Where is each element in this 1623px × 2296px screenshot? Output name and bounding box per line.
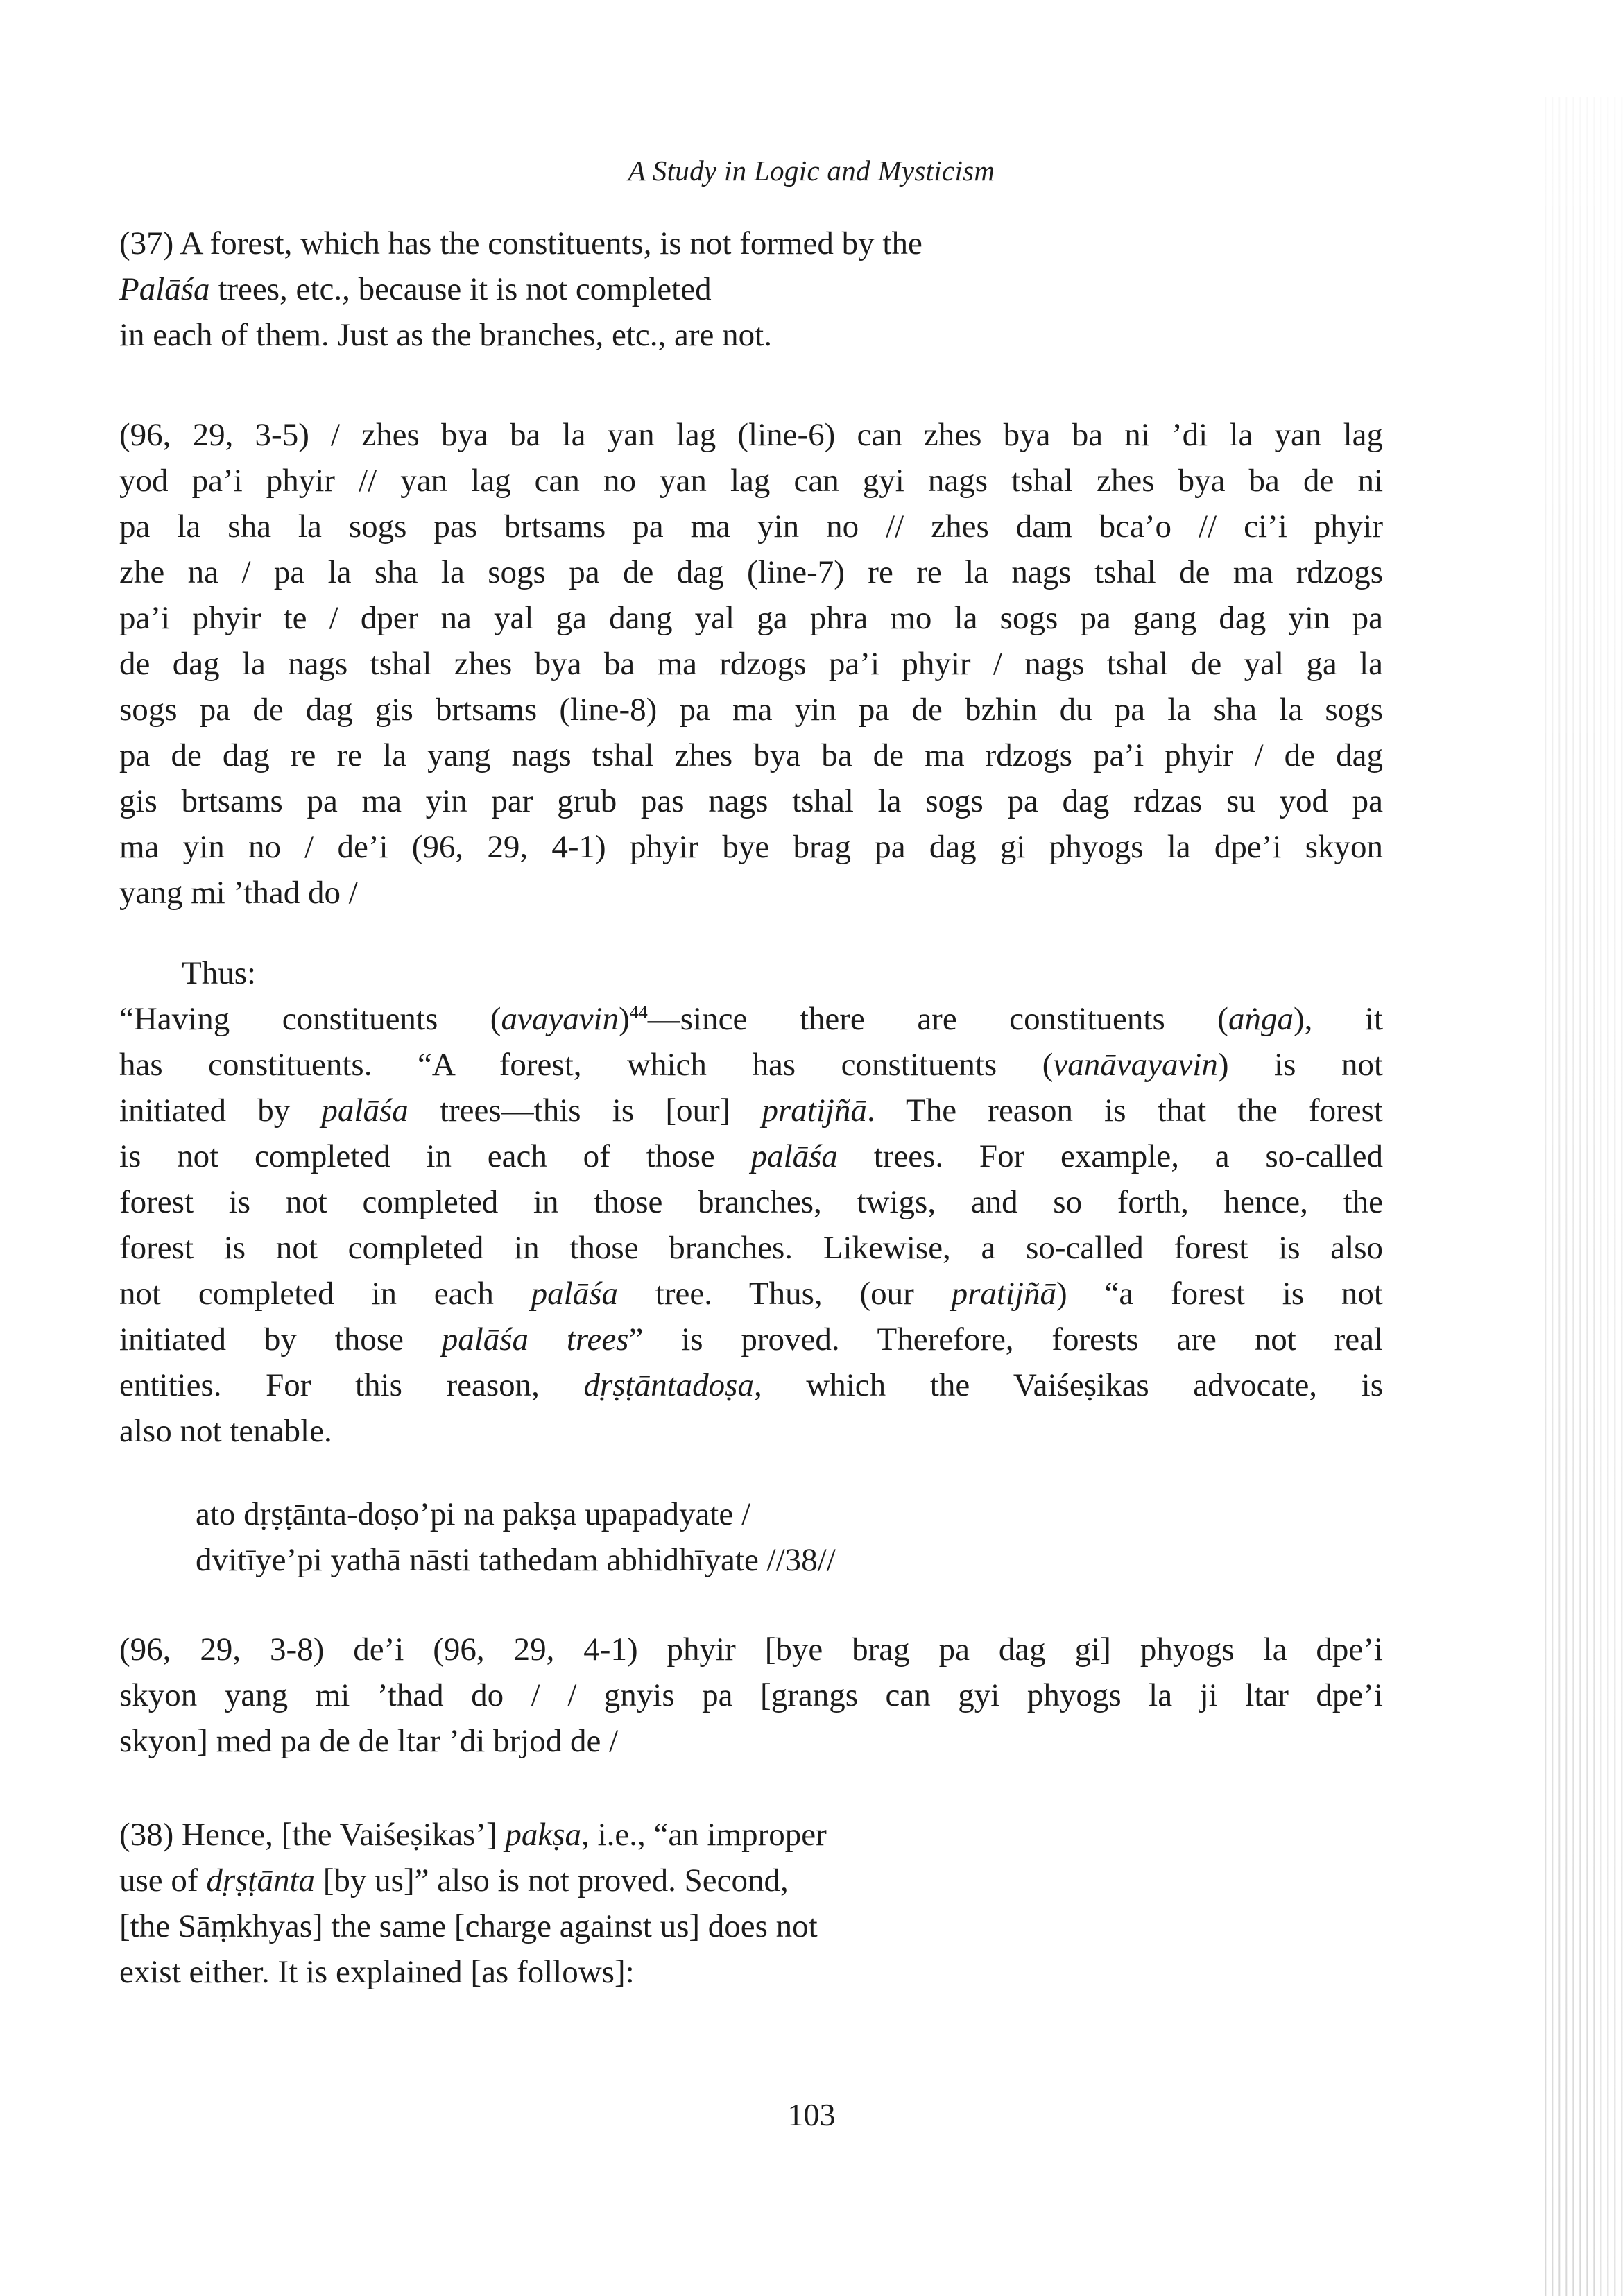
text-run: tree. Thus, (our — [618, 1276, 952, 1312]
text-line: ato dṛṣṭānta-doṣo’pi na pakṣa upapadyate / — [196, 1496, 751, 1532]
text-line: in each of them. Just as the branches, etc., are not. — [119, 317, 772, 353]
italic-term: dṛṣṭāntadoṣa — [583, 1367, 754, 1403]
text-run: trees—this is [our] — [408, 1093, 762, 1129]
running-head: A Study in Logic and Mysticism — [628, 155, 995, 187]
italic-term: palāśa — [321, 1093, 409, 1129]
text-line: yod pa’i phyir // yan lag can no yan lag can gyi nags tshal zhes bya ba de ni — [119, 463, 1383, 499]
commentary-paragraph — [119, 996, 1383, 1454]
text-line: skyon yang mi ’thad do / / gnyis pa [grangs can gyi phyogs la ji ltar dpe’i — [119, 1677, 1383, 1713]
text-line — [119, 996, 1383, 1042]
text-run: trees, etc., because it is not completed — [209, 271, 712, 307]
italic-term: palāśa — [531, 1276, 618, 1312]
italic-term: Palāśa — [119, 271, 210, 307]
tibetan-passage-1 — [119, 412, 1383, 916]
text-line — [119, 1088, 1383, 1133]
text-run: , i.e., “an improper — [581, 1817, 827, 1853]
text-line: forest is not completed in those branches. Likewise, a so-called forest is also — [119, 1230, 1383, 1266]
italic-term: pratijñā — [951, 1276, 1057, 1312]
verse-38-translation — [119, 1812, 827, 1995]
text-run: initiated by — [119, 1093, 322, 1129]
text-line: yang mi ’thad do / — [119, 875, 358, 911]
text-line — [119, 1042, 1383, 1088]
text-line: pa de dag re re la yang nags tshal zhes bya ba de ma rdzogs pa’i phyir / de dag — [119, 737, 1383, 773]
text-line — [119, 266, 922, 312]
text-run: ) is not — [1217, 1047, 1384, 1083]
text-line: skyon] med pa de de ltar ’di brjod de / — [119, 1723, 619, 1759]
italic-term: dṛṣṭānta — [206, 1862, 316, 1899]
text-line: ma yin no / de’i (96, 29, 4-1) phyir bye brag pa dag gi phyogs la dpe’i skyon — [119, 829, 1383, 865]
text-run: . The reason is that the forest — [866, 1093, 1383, 1129]
text-line: forest is not completed in those branches, twigs, and so forth, hence, the — [119, 1184, 1383, 1220]
text-line: sogs pa de dag gis brtsams (line-8) pa ma yin pa de bzhin du pa la sha la sogs — [119, 692, 1383, 728]
text-run: ” is proved. Therefore, forests are not real — [628, 1321, 1383, 1357]
text-line: gis brtsams pa ma yin par grub pas nags tshal la sogs pa dag rdzas su yod pa — [119, 783, 1383, 819]
text-run: “Having constituents ( — [119, 1001, 501, 1037]
page-number: 103 — [787, 2097, 836, 2132]
text-run: is not completed in each of those — [119, 1138, 751, 1174]
text-line: (37) A forest, which has the constituents, is not formed by the — [119, 225, 922, 262]
text-run: [by us]” also is not proved. Second, — [315, 1862, 789, 1899]
text-run: ) “a forest is not — [1056, 1276, 1383, 1312]
text-line — [119, 1812, 827, 1858]
italic-term: aṅga — [1228, 1001, 1294, 1037]
text-run: not completed in each — [119, 1276, 531, 1312]
text-line: (96, 29, 3-5) / zhes bya ba la yan lag (line-6) can zhes bya ba ni ’di la yan lag — [119, 417, 1383, 453]
sanskrit-verse-38 — [196, 1491, 836, 1583]
text-run: initiated by those — [119, 1321, 442, 1357]
footnote-marker: 44 — [629, 1002, 648, 1022]
italic-term: palāśa trees — [441, 1321, 629, 1357]
text-run: (38) Hence, [the Vaiśeṣikas’] — [119, 1817, 506, 1853]
text-run: , which the Vaiśeṣikas advocate, is — [753, 1367, 1383, 1403]
text-line: also not tenable. — [119, 1413, 332, 1449]
text-line — [119, 1271, 1383, 1317]
italic-term: pratijñā — [762, 1093, 867, 1129]
scan-binding-edge — [1540, 97, 1623, 2296]
italic-term: avayavin — [501, 1001, 619, 1037]
text-run: has constituents. “A forest, which has constituents ( — [119, 1047, 1054, 1083]
text-line — [119, 1362, 1383, 1408]
text-line — [119, 1858, 827, 1903]
text-line: de dag la nags tshal zhes bya ba ma rdzogs pa’i phyir / nags tshal de yal ga la — [119, 646, 1383, 682]
text-line: dvitīye’pi yathā nāsti tathedam abhidhīyate //38// — [196, 1542, 836, 1578]
text-line: zhe na / pa la sha la sogs pa de dag (line-7) re re la nags tshal de ma rdzogs — [119, 554, 1383, 590]
text-line: (96, 29, 3-8) de’i (96, 29, 4-1) phyir [bye brag pa dag gi] phyogs la dpe’i — [119, 1631, 1383, 1668]
text-line: exist either. It is explained [as follows]: — [119, 1954, 635, 1990]
text-line — [119, 1317, 1383, 1362]
text-run: —since there are constituents ( — [647, 1001, 1228, 1037]
text-line — [119, 1133, 1383, 1179]
text-line: pa’i phyir te / dper na yal ga dang yal ga phra mo la sogs pa gang dag yin pa — [119, 600, 1383, 636]
text-run: entities. For this reason, — [119, 1367, 584, 1403]
text-run: trees. For example, a so-called — [837, 1138, 1383, 1174]
italic-term: vanāvayavin — [1053, 1047, 1218, 1083]
italic-term: pakṣa — [505, 1817, 582, 1853]
text-run: ) — [619, 1001, 630, 1037]
thus-label: Thus: — [182, 955, 257, 991]
text-run: ), it — [1293, 1001, 1383, 1037]
tibetan-passage-2 — [119, 1627, 1383, 1764]
verse-37-translation — [119, 221, 922, 358]
text-line: [the Sāṃkhyas] the same [charge against us] does not — [119, 1908, 818, 1944]
text-line: pa la sha la sogs pas brtsams pa ma yin no // zhes dam bca’o // ci’i phyir — [119, 508, 1383, 545]
text-run: use of — [119, 1862, 207, 1899]
italic-term: palāśa — [750, 1138, 838, 1174]
